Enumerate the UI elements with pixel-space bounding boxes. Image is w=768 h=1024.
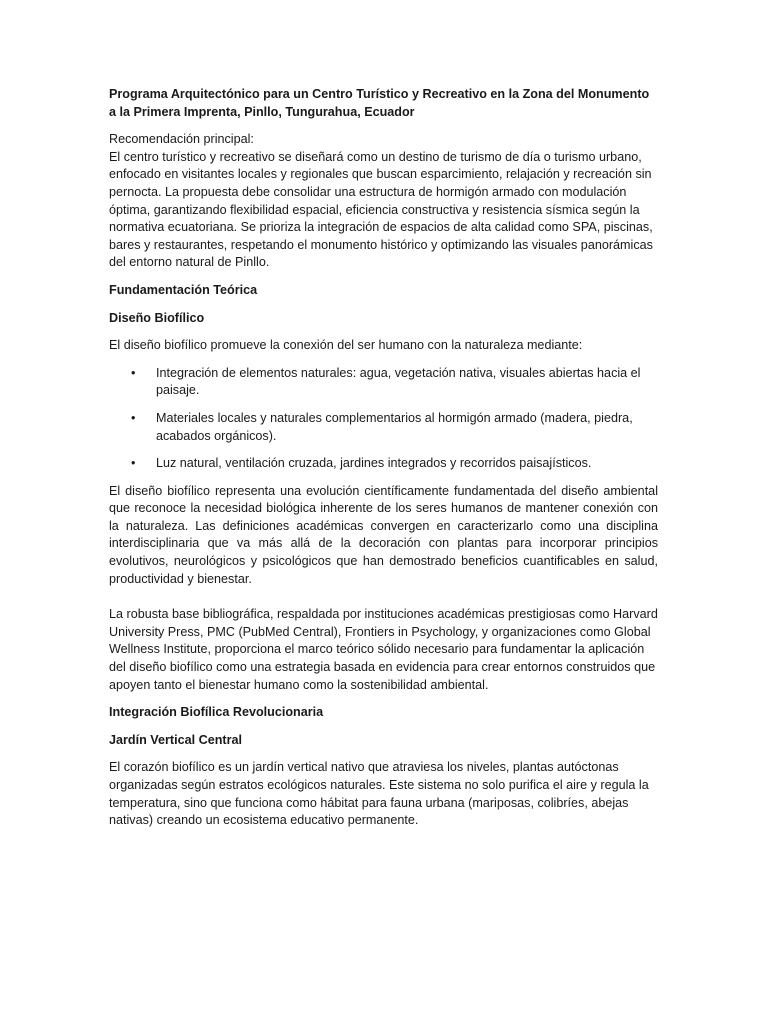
- list-item: [109, 410, 658, 445]
- heading-fundamentacion: Fundamentación Teórica: [109, 282, 258, 297]
- bullet-icon: •: [131, 456, 136, 471]
- paragraph-garden: El corazón biofílico es un jardín vertical nativo que atraviesa los niveles, plantas autóctonas organizadas según estratos ecológicos naturales. Este sistema no solo purifica el aire y regula la temperatura, sino que funciona como hábitat para fauna urbana (mariposas, colibríes, abejas nativas) creando un ecosistema educativo permanente.: [109, 760, 649, 828]
- list-item-text: Materiales locales y naturales complementarios al hormigón armado (madera, piedra, acabados orgánicos).: [156, 410, 633, 443]
- list-item: [109, 455, 658, 473]
- paragraph-bibliography: La robusta base bibliográfica, respaldada por instituciones académicas prestigiosas como Harvard University Press, PMC (PubMed Central), Frontiers in Psychology, y organizaciones como Global Wellness Institute, proporciona el marco teórico sólido necesario para fundamentar la aplicación del diseño biofílico como una estrategia basada en evidencia para crear entornos construidos que apoyen tanto el bienestar humano como la sostenibilidad ambiental.: [109, 607, 658, 692]
- heading-integracion: Integración Biofílica Revolucionaria: [109, 705, 324, 720]
- document-title: Programa Arquitectónico para un Centro Turístico y Recreativo en la Zona del Monumento a la Primera Imprenta, Pinllo, Tungurahua, Ecuador: [109, 87, 650, 119]
- biophilic-list: [109, 365, 658, 473]
- recommendation-block: [109, 131, 658, 272]
- paragraph-gap: [109, 598, 658, 606]
- document-page: [109, 86, 658, 840]
- list-item: [109, 365, 658, 400]
- heading-jardin-vertical: Jardín Vertical Central: [109, 732, 242, 747]
- bullet-icon: •: [131, 365, 136, 380]
- biophilic-intro: El diseño biofílico promueve la conexión del ser humano con la naturaleza mediante:: [109, 338, 583, 353]
- recommendation-label: Recomendación principal:: [109, 132, 254, 147]
- heading-diseno-biofilico: Diseño Biofílico: [109, 310, 205, 325]
- bullet-icon: •: [131, 410, 136, 425]
- list-item-text: Integración de elementos naturales: agua, vegetación nativa, visuales abiertas hacia el paisaje.: [156, 365, 641, 398]
- list-item-text: Luz natural, ventilación cruzada, jardines integrados y recorridos paisajísticos.: [156, 456, 592, 471]
- recommendation-text: El centro turístico y recreativo se diseñará como un destino de turismo de día o turismo urbano, enfocado en visitantes locales y regionales que buscan esparcimiento, relajación y recreación sin pernocta. La propuesta debe consolidar una estructura de hormigón armado con modulación óptima, garantizando flexibilidad espacial, eficiencia constructiva y resistencia sísmica según la normativa ecuatoriana. Se prioriza la integración de espacios de alta calidad como SPA, piscinas, bares y restaurantes, respetando el monumento histórico y optimizando las visuales panorámicas del entorno natural de Pinllo.: [109, 149, 653, 270]
- paragraph-evolution: El diseño biofílico representa una evolución científicamente fundamentada del diseño ambiental que reconoce la necesidad biológica inherente de los seres humanos de mantener conexión con la naturaleza. Las definiciones académicas convergen en caracterizarlo como una disciplina interdisciplinaria que va más allá de la decoración con plantas para incorporar principios evolutivos, neurológicos y psicológicos que han demostrado beneficios cuantificables en salud, productividad y bienestar.: [109, 483, 658, 586]
